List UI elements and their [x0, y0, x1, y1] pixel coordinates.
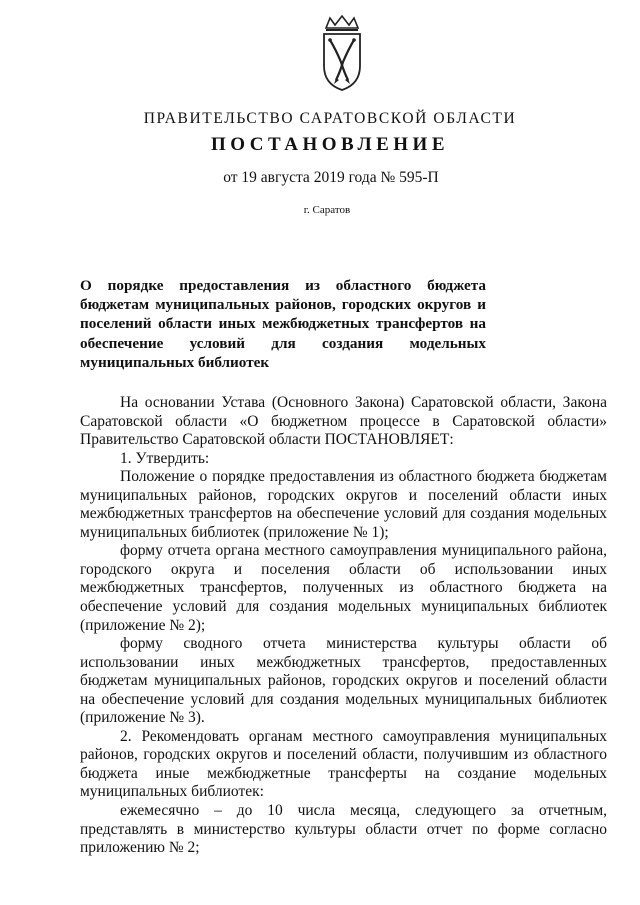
government-title: ПРАВИТЕЛЬСТВО САРАТОВСКОЙ ОБЛАСТИ [143, 110, 517, 127]
saratov-coat-of-arms-icon [314, 14, 370, 92]
document-city: г. Саратов [303, 204, 351, 216]
paragraph-item-2: 2. Рекомендовать органам местного самоуправления муниципальных районов, городских округов и поселений области, получившим из областного бюджета иные межбюджетные трансферты на создание модельных муниципальных библиотек: [80, 727, 607, 801]
paragraph-report-form: форму отчета органа местного самоуправления муниципального района, городского округа и поселения области об использовании иных межбюджетных трансфертов, полученных из областного бюджета на обеспечение условий для создания модельных муниципальных библиотек (приложение № 2); [80, 542, 607, 634]
paragraph-preamble: На основании Устава (Основного Закона) Саратовской области, Закона Саратовской области «О бюджетном процессе в Саратовской области» Правительство Саратовской области ПОСТАНОВЛЯЕТ: [80, 394, 607, 449]
document-heading: О порядке предоставления из областного бюджета бюджетам муниципальных районов, городских округов и поселений области иных межбюджетных трансфертов на обеспечение условий для создания модельных муниципальных библиотек [80, 277, 486, 371]
paragraph-monthly: ежемесячно – до 10 числа месяца, следующего за отчетным, представлять в министерство культуры области отчет по форме согласно приложению № 2; [80, 802, 607, 857]
paragraph-regulation: Положение о порядке предоставления из областного бюджета бюджетам муниципальных районов, городских округов и поселений области иных межбюджетных трансфертов на обеспечение условий для создания модельных муниципальных библиотек (приложение № 1); [80, 468, 607, 541]
paragraph-summary-report-form: форму сводного отчета министерства культуры области об использовании иных межбюджетных трансфертов, предоставленных бюджетам муниципальных районов, городских округов и поселений области на обеспечение условий для создания модельных муниципальных библиотек (приложение № 3). [80, 635, 607, 727]
document-date-number: от 19 августа 2019 года № 595-П [223, 169, 439, 186]
paragraph-item-1: 1. Утвердить: [120, 449, 210, 467]
document-body [80, 394, 607, 858]
document-type: ПОСТАНОВЛЕНИЕ [210, 134, 450, 155]
